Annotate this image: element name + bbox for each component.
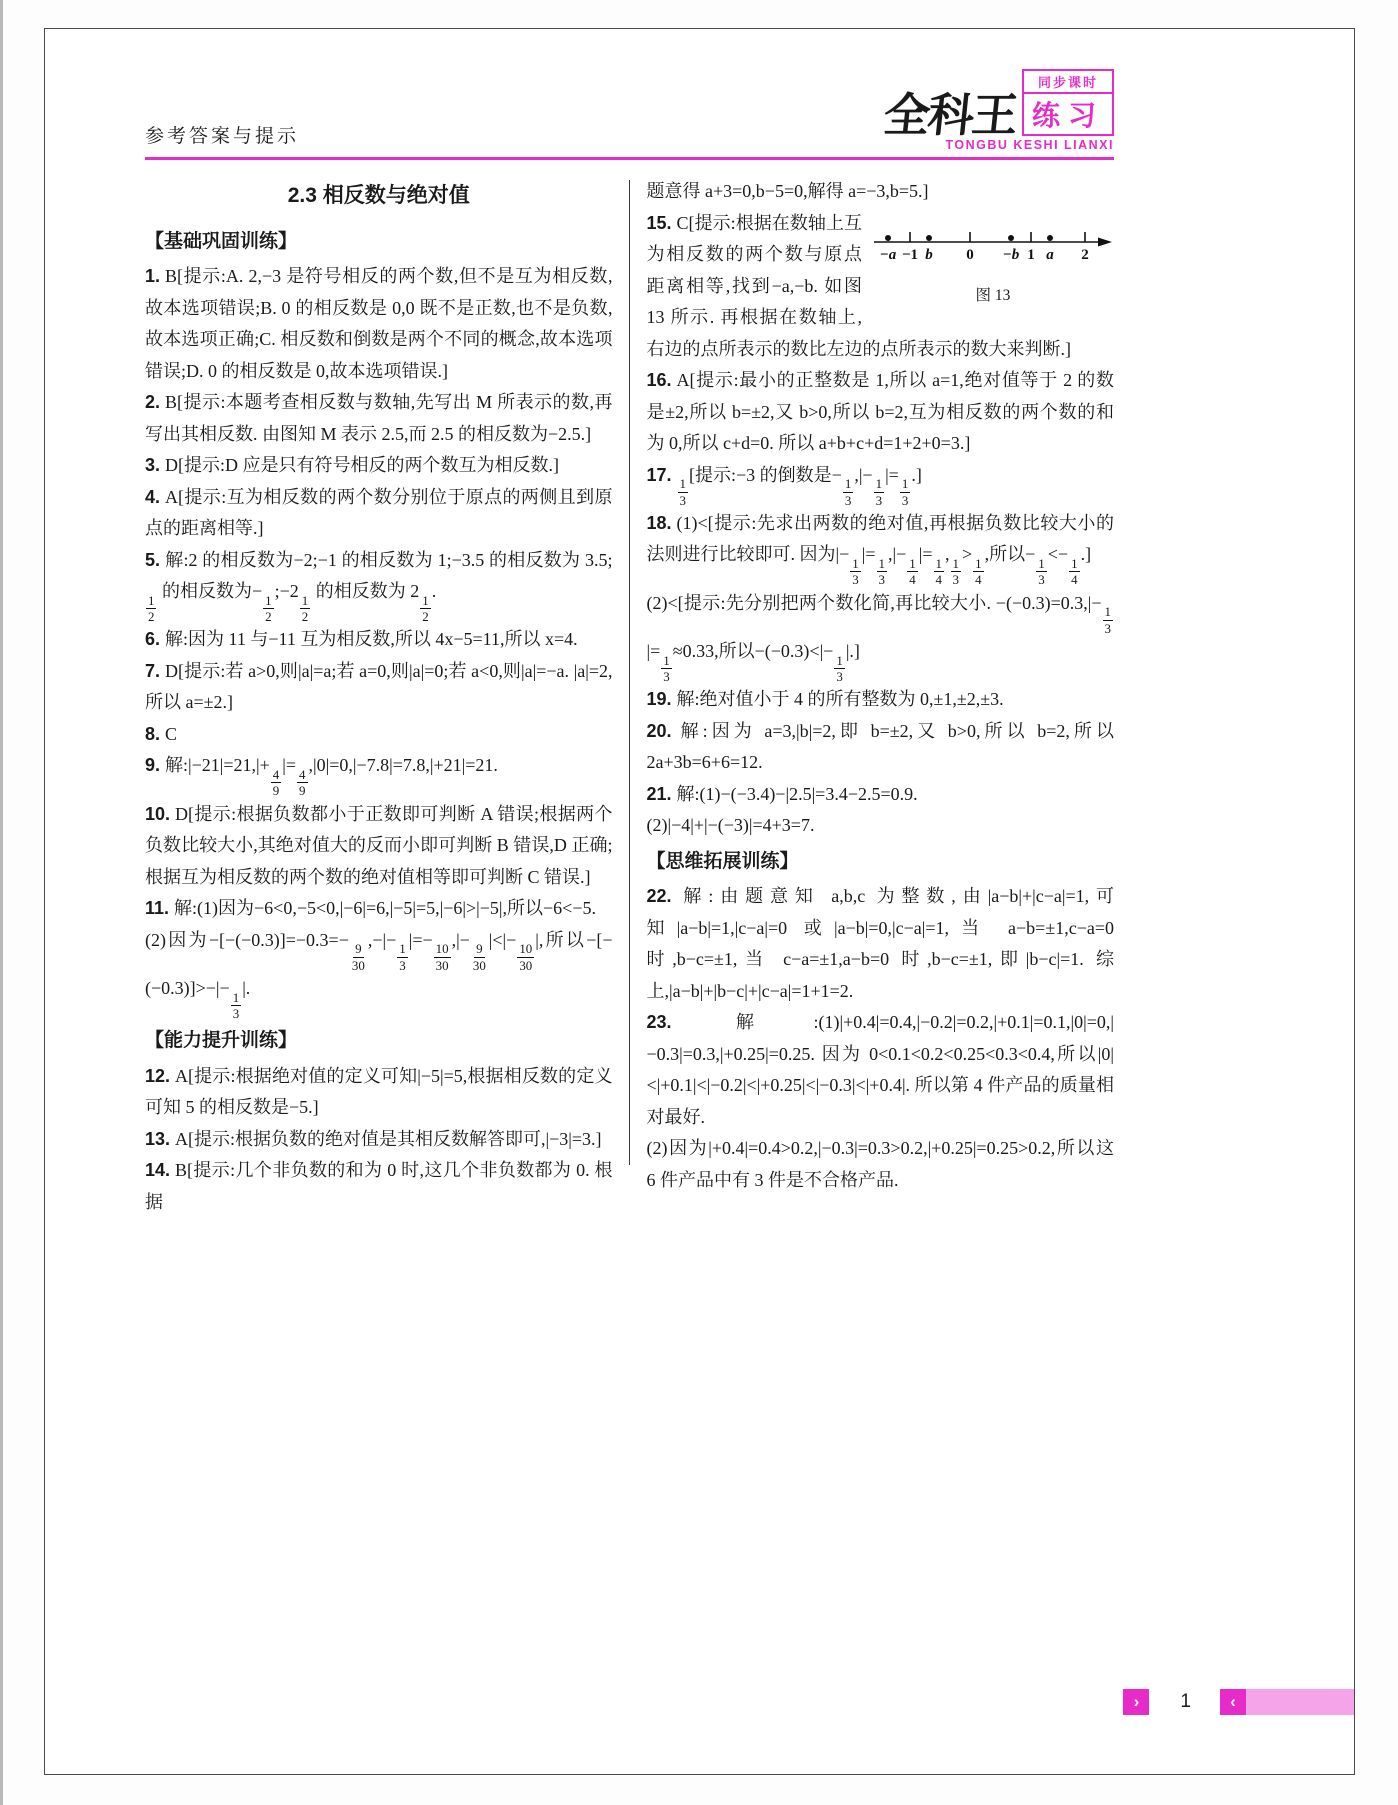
answer-item <box>145 1124 613 1156</box>
item-number: 17. <box>646 464 672 485</box>
answer-item <box>647 684 1115 716</box>
answer-item <box>647 365 1115 460</box>
item-number: 10. <box>145 803 171 824</box>
item-text: 解:由题意知 a,b,c 为整数,由|a−b|+|c−a|=1,可知|a−b|=1,|c−a|=0 或|a−b|=0,|c−a|=1,当 a−b=±1,c−a=0 时,b−c=±1,当 c−a=±1,a−b=0 时,b−c=±1,即|b−c|=1. 综上,|a−b|+|b−c|+|c−a|=1+1=2. <box>646 886 1114 1001</box>
item-text: D[提示:D 应是只有符号相反的两个数互为相反数.] <box>165 455 560 475</box>
page-header <box>145 69 1114 152</box>
item-text: A[提示:互为相反数的两个数分别位于原点的两侧且到原点的距离相等.] <box>145 486 613 538</box>
fraction: $\frac{10}{30}$ <box>519 941 533 973</box>
item-text: A[提示:根据负数的绝对值是其相反数解答即可,|−3|=3.] <box>175 1128 602 1149</box>
item-number: 18. <box>646 512 672 533</box>
fraction: $\frac{1}{3}$ <box>844 476 852 508</box>
item-number: 21. <box>646 783 672 804</box>
fraction: $\frac{9}{30}$ <box>472 941 486 973</box>
item-number: 11. <box>145 898 170 919</box>
fraction: $\frac{1}{4}$ <box>1071 556 1078 588</box>
fraction: $\frac{1}{4}$ <box>935 556 942 588</box>
item-number: 12. <box>145 1065 171 1086</box>
item-number: 5. <box>145 549 161 570</box>
answer-item <box>647 779 1115 811</box>
item-text: C <box>165 723 178 744</box>
section-title: 2.3 相反数与绝对值 <box>287 184 470 207</box>
page-footer <box>1123 1689 1354 1715</box>
item-number: 22. <box>646 886 672 907</box>
answer-item <box>145 799 613 894</box>
item-text: D[提示:根据负数都小于正数即可判断 A 错误;根据两个负数比较大小,其绝对值大的反而小即可判断 B 错误,D 正确;根据互为相反数的两个数的绝对值相等即可判断 C 错误.] <box>145 803 613 887</box>
item-number: 4. <box>145 486 161 507</box>
answer-item <box>145 387 613 450</box>
item-text: 解:因为 11 与−11 互为相反数,所以 4x−5=11,所以 x=4. <box>165 629 578 650</box>
answer-item <box>145 482 613 545</box>
fraction: $\frac{1}{3}$ <box>679 476 687 508</box>
item-number: 19. <box>646 689 672 710</box>
answer-item <box>145 656 613 719</box>
item-number: 20. <box>646 720 672 741</box>
item-number: 9. <box>145 755 161 776</box>
answer-item <box>145 450 613 482</box>
training-section-header: 【能力提升训练】 <box>145 1030 298 1052</box>
answer-item <box>145 1155 613 1218</box>
answer-item <box>145 750 613 798</box>
answer-item <box>647 460 1115 508</box>
item-number: 13. <box>145 1128 171 1149</box>
item-number: 7. <box>145 660 161 681</box>
answer-item <box>647 1007 1115 1133</box>
number-line-label: b <box>925 246 933 263</box>
number-line-label: −a <box>879 246 897 263</box>
number-line-label: 2 <box>1081 246 1089 263</box>
answer-item <box>145 893 613 925</box>
fraction: $\frac{1}{3}$ <box>1104 604 1111 636</box>
fraction: $\frac{1}{3}$ <box>852 556 859 588</box>
right-column <box>647 176 1115 1218</box>
fraction: $\frac{4}{9}$ <box>299 767 306 799</box>
number-line-label: a <box>1046 246 1054 263</box>
answer-item <box>647 508 1115 588</box>
item-text: 题意得 a+3=0,b−5=0,解得 a=−3,b=5.] <box>646 181 929 201</box>
fraction: $\frac{10}{30}$ <box>435 941 449 973</box>
item-number: 16. <box>646 370 672 390</box>
item-number: 14. <box>145 1160 171 1181</box>
item-number: 2. <box>145 392 161 412</box>
logo-product: 练习 <box>1022 94 1114 136</box>
item-number: 8. <box>145 723 161 744</box>
answer-item <box>647 881 1115 1007</box>
next-page-icon: › <box>1123 1689 1149 1715</box>
header-label: 参考答案与提示 <box>145 126 300 147</box>
scan-edge <box>0 0 3 1805</box>
item-number: 3. <box>145 455 161 475</box>
number-line-label: 0 <box>966 246 974 263</box>
item-text: (2)|−4|+|−(−3)|=4+3=7. <box>646 815 815 836</box>
fraction: $\frac{1}{3}$ <box>663 652 670 685</box>
item-number: 15. <box>646 212 672 233</box>
fraction: $\frac{1}{3}$ <box>875 476 883 508</box>
item-text: (2)因为|+0.4|=0.4>0.2,|−0.3|=0.3>0.2,|+0.25|=0.25>0.2,所以这 6 件产品中有 3 件是不合格产品. <box>646 1138 1114 1190</box>
item-text: C[提示:根据在数轴上互为相反数的两个数与原点距离相等,找到−a,−b. 如图 13 所示. 再根据在数轴上,右边的点所表示的数比左边的点所表示的数大来判断.] <box>646 212 1071 359</box>
item-text: $\frac{1}{3}$ [提示:−3 的倒数是− $\frac{1}{3}$ ,|− $\frac{1}{3}$ |= $\frac{1}{3}$ .] <box>677 465 922 485</box>
brand-logo <box>881 69 1114 152</box>
fraction: $\frac{1}{3}$ <box>399 941 406 973</box>
answer-continuation <box>647 810 1115 842</box>
answer-item <box>145 261 613 387</box>
fraction: $\frac{1}{2}$ <box>148 592 155 625</box>
item-text: B[提示:本题考查相反数与数轴,先写出 M 所表示的数,再写出其相反数. 由图知 M 表示 2.5,而 2.5 的相反数为−2.5.] <box>145 392 613 444</box>
number-line-label: −b <box>1002 246 1020 263</box>
item-text: 解:绝对值小于 4 的所有整数为 0,±1,±2,±3. <box>676 689 1004 710</box>
fraction: $\frac{1}{3}$ <box>1038 556 1045 588</box>
answer-item <box>145 1061 613 1124</box>
item-text: 解:|−21|=21,|+ $\frac{4}{9}$ |= $\frac{4}{9}$ ,|0|=0,|−7.8|=7.8,|+21|=21. <box>165 755 498 799</box>
logo-tagline: 同步课时 <box>1022 69 1114 94</box>
item-text: 解:因为 a=3,|b|=2,即 b=±2,又 b>0,所以 b=2,所以 2a+3b=6+6=12. <box>646 720 1114 773</box>
fraction: $\frac{1}{3}$ <box>901 476 909 508</box>
item-number: 1. <box>145 266 161 286</box>
fraction: $\frac{9}{30}$ <box>351 941 365 973</box>
answer-item <box>145 545 613 625</box>
answer-item <box>647 716 1115 779</box>
fraction: $\frac{4}{9}$ <box>272 767 280 799</box>
item-text: A[提示:根据绝对值的定义可知|−5|=5,根据相反数的定义可知 5 的相反数是−5.] <box>145 1065 613 1118</box>
answer-item <box>647 208 1115 366</box>
fraction: $\frac{1}{3}$ <box>836 652 843 685</box>
fraction: $\frac{1}{3}$ <box>878 556 885 588</box>
fraction: $\frac{1}{2}$ <box>265 592 272 625</box>
answer-continuation <box>647 1133 1115 1196</box>
footer-bar <box>1246 1689 1354 1715</box>
figure-13-number-line <box>872 212 1114 310</box>
answer-continuation <box>647 588 1115 685</box>
prev-page-icon: ‹ <box>1220 1689 1246 1715</box>
fraction: $\frac{1}{3}$ <box>952 556 959 588</box>
column-divider <box>629 180 630 1165</box>
answer-item <box>145 719 613 751</box>
item-text: D[提示:若 a>0,则|a|=a;若 a=0,则|a|=0;若 a<0,则|a|=−a. |a|=2,所以 a=±2.] <box>145 660 613 713</box>
item-text: 解:2 的相反数为−2;−1 的相反数为 1;−3.5 的相反数为 3.5; $\frac{1}{2}$ 的相反数为− $\frac{1}{2}$ ;−2 $\frac{1}{2}$ 的相反数为 2 $\frac{1}{2}$ . <box>145 550 613 602</box>
item-text: B[提示:几个非负数的和为 0 时,这几个非负数都为 0. 根据 <box>145 1160 613 1212</box>
logo-romanized: TONGBU KESHI LIANXI <box>945 138 1114 152</box>
training-section-header: 【思维拓展训练】 <box>646 850 799 872</box>
header-rule <box>145 157 1114 160</box>
page-number: 1 <box>1180 1691 1191 1712</box>
item-text: B[提示:A. 2,−3 是符号相反的两个数,但不是互为相反数,故本选项错误;B. 0 的相反数是 0,0 既不是正数,也不是负数,故本选项正确;C. 相反数和倒数是两个不同的概念,故本选项错误;D. 0 的相反数是 0,故本选项错误.] <box>145 266 613 381</box>
item-text: (2)因为−[−(−0.3)]=−0.3=− $\frac{9}{30}$ ,−|− $\frac{1}{3}$ |=− $\frac{10}{30}$ ,|− $\frac{9}{30}$ |<|− $\frac{10}{30}$ |,所以−[−(−0.3)]>−|− $\frac{1}{3}$ |. <box>145 929 613 1022</box>
answer-continuation <box>647 176 1115 208</box>
training-section-header: 【基础巩固训练】 <box>145 230 298 252</box>
figure-caption: 图 13 <box>975 287 1011 304</box>
item-text: 解:(1)−(−3.4)−|2.5|=3.4−2.5=0.9. <box>676 783 918 804</box>
fraction: $\frac{1}{2}$ <box>301 592 309 625</box>
item-text: (2)<[提示:先分别把两个数化简,再比较大小. −(−0.3)=0.3,|− $\frac{1}{3}$ |= $\frac{1}{3}$ ≈0.33,所以−(−0.3)<|− $\frac{1}{3}$ |.] <box>647 593 1115 661</box>
fraction: $\frac{1}{4}$ <box>975 556 982 588</box>
item-text: (1)<[提示:先求出两数的绝对值,再根据负数比较大小的法则进行比较即可. 因为|− $\frac{1}{3}$ |= $\frac{1}{3}$ ,|− $\frac{1}{4}$ |= $\frac{1}{4}$ , $\frac{1}{3}$ > $\frac{1}{4}$ ,所以− $\frac{1}{3}$ <− $\frac{1}{4}$ .] <box>646 512 1114 588</box>
fraction: $\frac{1}{4}$ <box>909 556 916 588</box>
left-column <box>145 176 613 1218</box>
item-text: A[提示:最小的正整数是 1,所以 a=1,绝对值等于 2 的数是±2,所以 b=±2,又 b>0,所以 b=2,互为相反数的两个数的和为 0,所以 c+d=0. 所以 a+b+c+d=1+2+0=3.] <box>646 370 1114 453</box>
fraction: $\frac{1}{2}$ <box>422 592 429 625</box>
answer-continuation <box>145 925 613 1022</box>
number-line-label: −1 <box>901 246 919 263</box>
brand-name: 全科王 <box>881 89 1019 141</box>
answer-columns <box>145 176 1114 1218</box>
number-line-label: 1 <box>1027 246 1035 263</box>
item-number: 6. <box>145 629 161 650</box>
item-text: 解:(1)因为−6<0,−5<0,|−6|=6,|−5|=5,|−6|>|−5|,所以−6<−5. <box>174 898 596 919</box>
page-frame <box>44 28 1355 1775</box>
fraction: $\frac{1}{3}$ <box>232 989 240 1022</box>
answer-item <box>145 624 613 656</box>
page-content <box>45 29 1354 1218</box>
item-number: 23. <box>646 1012 672 1033</box>
item-text: 解:(1)|+0.4|=0.4,|−0.2|=0.2,|+0.1|=0.1,|0|=0,|−0.3|=0.3,|+0.25|=0.25. 因为 0<0.1<0.2<0.25<0.3<0.4,所以|0|<|+0.1|<|−0.2|<|+0.25|<|−0.3|<|+0.4|. 所以第 4 件产品的质量相对最好. <box>646 1012 1114 1127</box>
